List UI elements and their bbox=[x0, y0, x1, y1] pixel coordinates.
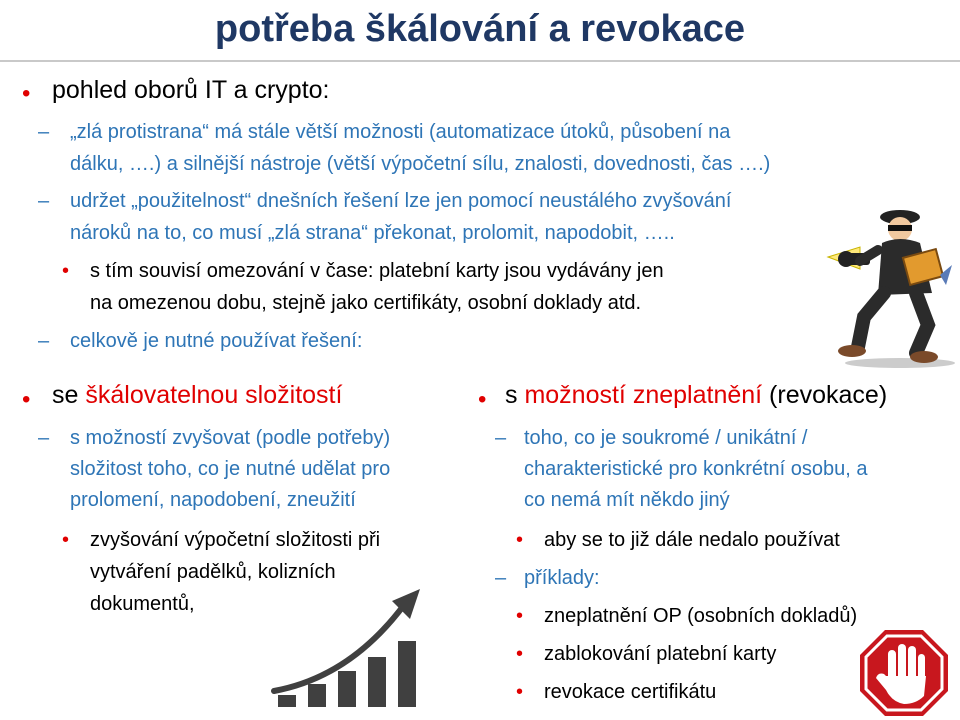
bullet: • bbox=[516, 643, 524, 665]
dash: – bbox=[495, 427, 507, 449]
slide-title: potřeba škálování a revokace bbox=[214, 8, 746, 50]
left-heading bbox=[52, 381, 342, 410]
text-line: toho, co je soukromé / unikátní / bbox=[524, 427, 808, 449]
thief-illustration bbox=[820, 205, 955, 370]
text-line: zablokování platební karty bbox=[544, 643, 777, 665]
text-line: revokace certifikátu bbox=[544, 681, 717, 703]
text-line: složitost toho, co je nutné udělat pro bbox=[70, 458, 391, 480]
dash: – bbox=[495, 567, 507, 589]
dash: – bbox=[38, 330, 50, 352]
right-heading-prefix: s bbox=[505, 381, 525, 409]
text-line: co nemá mít někdo jiný bbox=[524, 489, 730, 511]
section-heading: pohled oborů IT a crypto: bbox=[52, 76, 330, 104]
growth-chart-icon bbox=[270, 585, 430, 710]
dash: – bbox=[38, 121, 50, 143]
text-line: dokumentů, bbox=[90, 593, 195, 615]
left-heading-highlight: škálovatelnou složitostí bbox=[85, 381, 343, 409]
text-line: prolomení, napodobení, zneužití bbox=[70, 489, 356, 511]
right-heading-suffix: (revokace) bbox=[762, 381, 888, 409]
stop-hand-icon bbox=[858, 628, 950, 718]
bullet: • bbox=[478, 386, 487, 413]
dash: – bbox=[38, 190, 50, 212]
bullet: • bbox=[62, 529, 70, 551]
text-line: celkově je nutné používat řešení: bbox=[70, 330, 363, 352]
title-divider bbox=[0, 60, 960, 62]
bullet: • bbox=[22, 80, 31, 107]
text-line: nároků na to, co musí „zlá strana“ překonat, prolomit, napodobit, ….. bbox=[70, 222, 675, 244]
text-line: příklady: bbox=[524, 567, 600, 589]
dash: – bbox=[38, 427, 50, 449]
bullet: • bbox=[62, 260, 70, 282]
text-line: na omezenou dobu, stejně jako certifikáty, osobní doklady atd. bbox=[90, 292, 642, 314]
text-line: vytváření padělků, kolizních bbox=[90, 561, 336, 583]
bullet: • bbox=[516, 605, 524, 627]
text-line: „zlá protistrana“ má stále větší možnosti (automatizace útoků, působení na bbox=[70, 121, 731, 143]
text-line: charakteristické pro konkrétní osobu, a bbox=[524, 458, 868, 480]
text-line: zvyšování výpočetní složitosti při bbox=[90, 529, 381, 551]
text-line: s tím souvisí omezování v čase: platební karty jsou vydávány jen bbox=[90, 260, 664, 282]
text-line: aby se to již dále nedalo používat bbox=[544, 529, 840, 551]
text-line: zneplatnění OP (osobních dokladů) bbox=[544, 605, 858, 627]
right-heading-highlight: možností zneplatnění bbox=[524, 381, 763, 409]
text-line: s možností zvyšovat (podle potřeby) bbox=[70, 427, 391, 449]
right-heading bbox=[505, 381, 887, 410]
bullet: • bbox=[22, 386, 31, 413]
left-heading-prefix: se bbox=[52, 381, 86, 409]
text-line: dálku, ….) a silnější nástroje (větší výpočetní sílu, znalosti, dovednosti, čas ….) bbox=[70, 153, 771, 175]
bullet: • bbox=[516, 529, 524, 551]
text-line: udržet „použitelnost“ dnešních řešení lze jen pomocí neustálého zvyšování bbox=[70, 190, 732, 212]
bullet: • bbox=[516, 681, 524, 703]
